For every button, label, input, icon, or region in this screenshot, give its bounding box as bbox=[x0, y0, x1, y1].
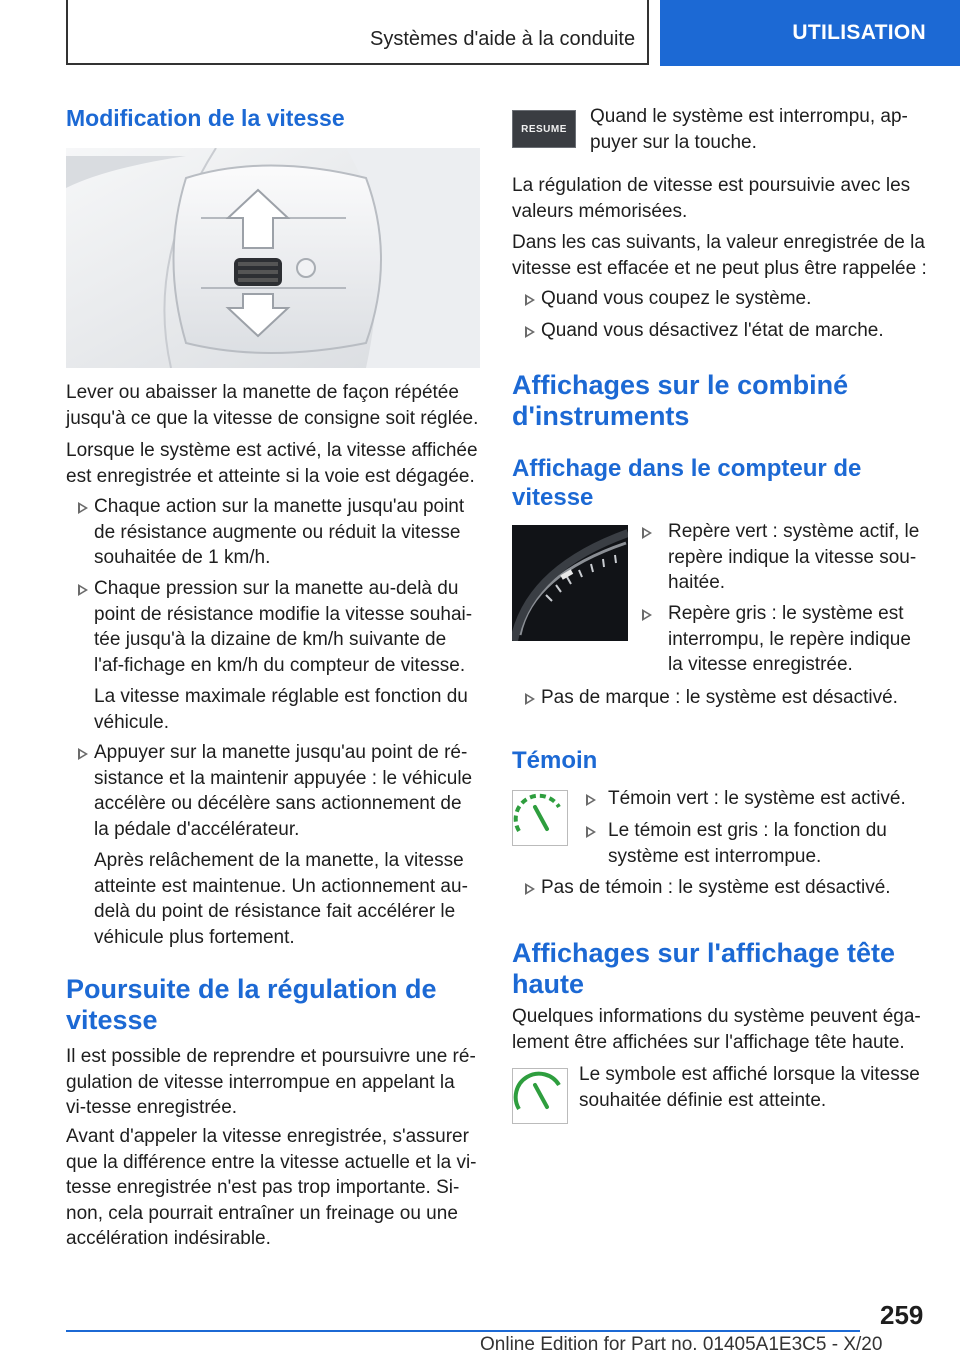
bullet-icon bbox=[78, 502, 88, 514]
bullet-indicator-green: Témoin vert : le système est activé. bbox=[608, 788, 906, 809]
steering-wheel-image bbox=[66, 148, 480, 368]
paragraph-memorized-values: La régulation de vitesse est poursuivie avec les valeurs mémorisées. bbox=[512, 175, 911, 222]
heading-affichage-tete-haute: Affichages sur l'affichage tête haute bbox=[512, 938, 896, 999]
header-rule-left bbox=[66, 0, 68, 64]
bullet-icon bbox=[586, 826, 596, 838]
bullet-icon bbox=[78, 748, 88, 760]
heading-temoin: Témoin bbox=[512, 747, 598, 774]
resume-label: RESUME bbox=[521, 123, 567, 135]
paragraph-lever: Lever ou abaisser la manette de façon répétée jusqu'à ce que la vitesse de consigne soit réglée. bbox=[66, 382, 479, 429]
bullet-indicator-grey: Le témoin est gris : la fonction du système est interrompue. bbox=[608, 820, 887, 867]
bullet-icon bbox=[642, 609, 652, 621]
header-chapter-tab bbox=[660, 0, 960, 66]
hud-speed-reached-icon bbox=[512, 1068, 568, 1124]
bullet-icon bbox=[525, 883, 535, 895]
footer-rule bbox=[66, 1330, 860, 1332]
heading-compteur: Affichage dans le compteur de vitesse bbox=[512, 455, 862, 511]
page-number: 259 bbox=[880, 1300, 924, 1330]
heading-modification: Modification de la vitesse bbox=[66, 105, 345, 131]
bullet-icon bbox=[586, 794, 596, 806]
heading-affichages-combine: Affichages sur le combiné d'instruments bbox=[512, 370, 849, 431]
bullet-hold-lever: Appuyer sur la manette jusqu'au point de ré-sistance et la maintenir appuyée : le véhicule accélère ou décélère sans actionnement de la pédale d'accélérateur. bbox=[94, 742, 473, 840]
paragraph-resume-possible: Il est possible de reprendre et poursuivre une ré-gulation de vitesse interrompue en appelant la vi-tesse enregistrée. bbox=[66, 1046, 476, 1118]
bullet-icon bbox=[525, 294, 535, 306]
bullet-icon bbox=[78, 584, 88, 596]
bullet-release-note: Après relâchement de la manette, la vitesse atteinte est maintenue. Un actionnement au-delà du point de résistance fait accélérer le véhicule plus fortement. bbox=[94, 850, 468, 948]
header-rule-right bbox=[647, 0, 649, 64]
bullet-no-mark: Pas de marque : le système est désactivé. bbox=[541, 687, 898, 708]
chapter-label: UTILISATION bbox=[792, 21, 926, 44]
bullet-green-mark: Repère vert : système actif, le repère indique la vitesse sou-haitée. bbox=[668, 521, 920, 593]
bullet-icon bbox=[642, 527, 652, 539]
speedometer-indicator-green-icon bbox=[512, 790, 568, 846]
bullet-grey-mark: Repère gris : le système est interrompu, le repère indique la vitesse enregistrée. bbox=[668, 603, 911, 675]
bullet-icon bbox=[525, 693, 535, 705]
header-section-title: Systèmes d'aide à la conduite bbox=[370, 28, 636, 50]
paragraph-hud-symbol: Le symbole est affiché lorsque la vitesse souhaitée définie est atteinte. bbox=[579, 1064, 920, 1111]
bullet-standby-off: Quand vous désactivez l'état de marche. bbox=[541, 320, 884, 341]
bullet-no-indicator: Pas de témoin : le système est désactivé. bbox=[541, 877, 891, 898]
speedometer-image bbox=[512, 525, 628, 641]
bullet-10-km-step: Chaque pression sur la manette au-delà du point de résistance modifie la vitesse souhai-tée jusqu'à la dizaine de km/h suivante de l'af-fichage en km/h du compteur de vitesse. bbox=[94, 578, 473, 676]
resume-button-icon bbox=[512, 110, 576, 148]
paragraph-erased-cases: Dans les cas suivants, la valeur enregistrée de la vitesse est effacée et ne peut plus être rappelée : bbox=[512, 232, 927, 279]
paragraph-hud-info: Quelques informations du système peuvent éga-lement être affichées sur l'affichage tête haute. bbox=[512, 1006, 921, 1053]
header-rule-bottom bbox=[66, 63, 649, 65]
bullet-icon bbox=[525, 326, 535, 338]
bullet-max-speed-note: La vitesse maximale réglable est fonction du véhicule. bbox=[94, 686, 468, 733]
paragraph-active-speed: Lorsque le système est activé, la vitesse affichée est enregistrée et atteinte si la voie est dégagée. bbox=[66, 440, 478, 487]
heading-poursuite: Poursuite de la régulation de vitesse bbox=[66, 974, 437, 1035]
paragraph-resume-button: Quand le système est interrompu, ap-puyer sur la touche. bbox=[590, 106, 908, 153]
bullet-system-off: Quand vous coupez le système. bbox=[541, 288, 812, 309]
edition-footer: Online Edition for Part no. 01405A1E3C5 - X/20 bbox=[480, 1334, 883, 1355]
paragraph-resume-caution: Avant d'appeler la vitesse enregistrée, s'assurer que la différence entre la vitesse actuelle et la vi-tesse enregistrée n'est pas trop importante. Si-non, cela pourrait entraîner un freinage ou une accélération indésirable. bbox=[66, 1126, 477, 1249]
bullet-1-km-step: Chaque action sur la manette jusqu'au point de résistance augmente ou réduit la vitesse souhaitée de 1 km/h. bbox=[94, 496, 465, 568]
